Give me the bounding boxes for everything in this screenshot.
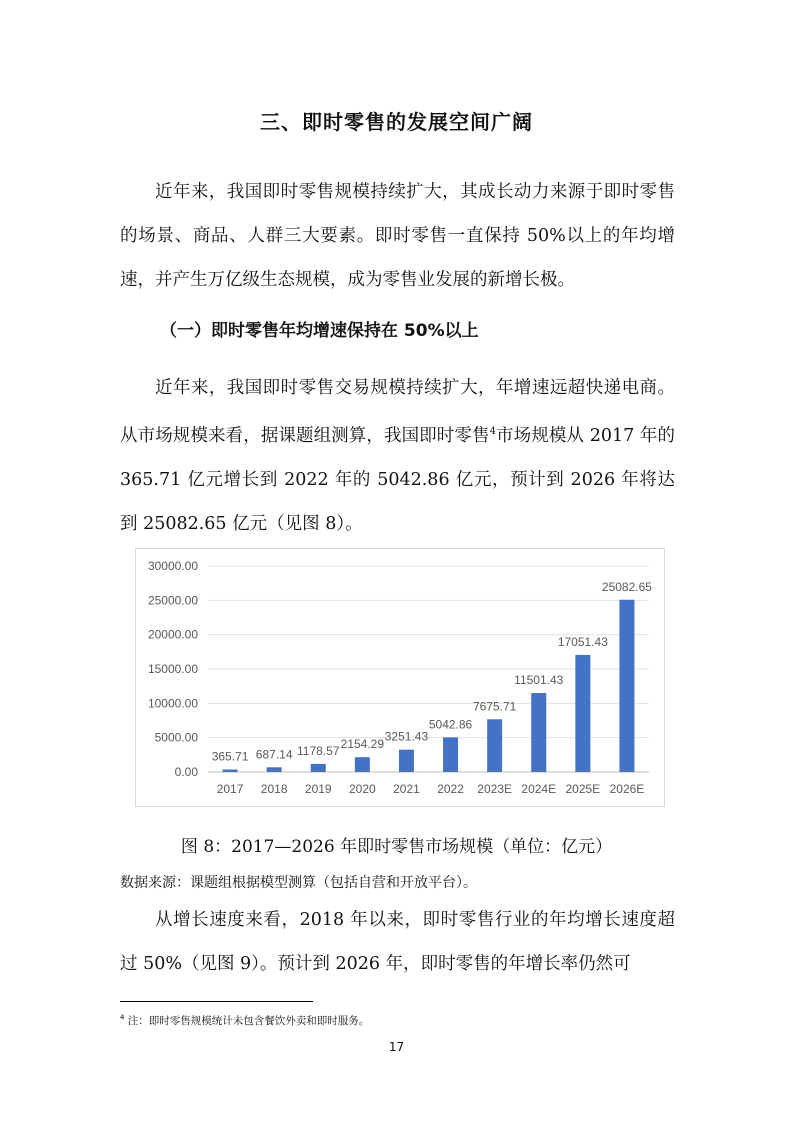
- x-tick-label: 2023E: [477, 782, 513, 796]
- data-label: 11501.43: [514, 673, 564, 688]
- x-tick-label: 2022: [437, 782, 464, 796]
- bar: [575, 655, 590, 772]
- bar: [223, 769, 238, 772]
- footnote: [120, 1013, 369, 1028]
- bar: [355, 757, 370, 772]
- x-tick-label: 2026E: [609, 782, 645, 796]
- y-tick-label: 10000.00: [147, 696, 198, 711]
- bar: [487, 719, 502, 772]
- bar: [399, 750, 414, 772]
- footnote-divider: [120, 1001, 313, 1002]
- y-tick-label: 5000.00: [154, 730, 198, 745]
- data-label: 3251.43: [384, 729, 429, 744]
- bar: [619, 600, 634, 772]
- figure-caption: 图 8：2017—2026 年即时零售市场规模（单位：亿元）: [180, 837, 613, 857]
- x-tick-label: 2018: [260, 782, 288, 796]
- intro-paragraph: 近年来，我国即时零售规模持续扩大，其成长动力来源于即时零售的场景、商品、人群三大要素。即时零售一直保持 50%以上的年均增速，并产生万亿级生态规模，成为零售业发展的新增长极。: [120, 182, 675, 290]
- x-tick-label: 2025E: [565, 782, 601, 796]
- footnote-reference[interactable]: 4: [489, 426, 496, 437]
- bar: [311, 764, 326, 772]
- data-label: 1178.57: [297, 743, 340, 758]
- bar-chart-svg: [136, 549, 664, 806]
- paragraph-text-end: 市场规模从 2017 年的 365.71 亿元增长到 2022 年的 5042.86 亿元，预计到 2026 年将达到 25082.65 亿元（见图 8）。: [120, 425, 676, 534]
- subheading: （一）即时零售年均增速保持在 50%以上: [160, 321, 479, 341]
- y-tick-label: 30000.00: [147, 559, 198, 573]
- data-label: 5042.86: [428, 717, 473, 732]
- data-label: 2154.29: [340, 737, 385, 752]
- y-tick-label: 25000.00: [147, 593, 198, 608]
- paragraph-text-start: 近年来，我国即时零售交易规模持续扩大，年增速远超快递电商。从市场规模来看，据课题组测算，我国即时零售: [120, 378, 675, 446]
- bar: [531, 693, 546, 772]
- x-tick-label: 2024E: [521, 782, 557, 796]
- page-number: 17: [388, 1040, 405, 1054]
- bar: [267, 767, 282, 772]
- x-tick-label: 2017: [216, 782, 244, 796]
- footnote-marker: 4: [120, 1013, 125, 1022]
- data-label: 25082.65: [601, 579, 652, 594]
- data-label: 7675.71: [472, 699, 517, 714]
- growth-rate-paragraph: 从增长速度来看，2018 年以来，即时零售行业的年均增长速度超过 50%（见图 9）。预计到 2026 年，即时零售的年增长率仍然可: [120, 910, 675, 974]
- data-label: 687.14: [255, 747, 293, 762]
- data-label: 17051.43: [557, 634, 608, 649]
- x-tick-label: 2021: [393, 782, 420, 796]
- market-size-paragraph: [120, 366, 675, 546]
- footnote-text: 注：即时零售规模统计未包含餐饮外卖和即时服务。: [124, 1015, 370, 1027]
- y-tick-label: 15000.00: [147, 662, 198, 676]
- y-tick-label: 20000.00: [147, 627, 198, 642]
- x-tick-label: 2019: [304, 782, 332, 796]
- market-size-chart: [135, 548, 665, 807]
- y-tick-label: 0.00: [174, 765, 198, 779]
- bar: [443, 737, 458, 772]
- data-label: 365.71: [211, 749, 249, 764]
- x-tick-label: 2020: [348, 782, 376, 796]
- section-title: 三、即时零售的发展空间广阔: [260, 110, 533, 134]
- data-source-note: 数据来源：课题组根据模型测算（包括自营和开放平台）。: [120, 875, 477, 891]
